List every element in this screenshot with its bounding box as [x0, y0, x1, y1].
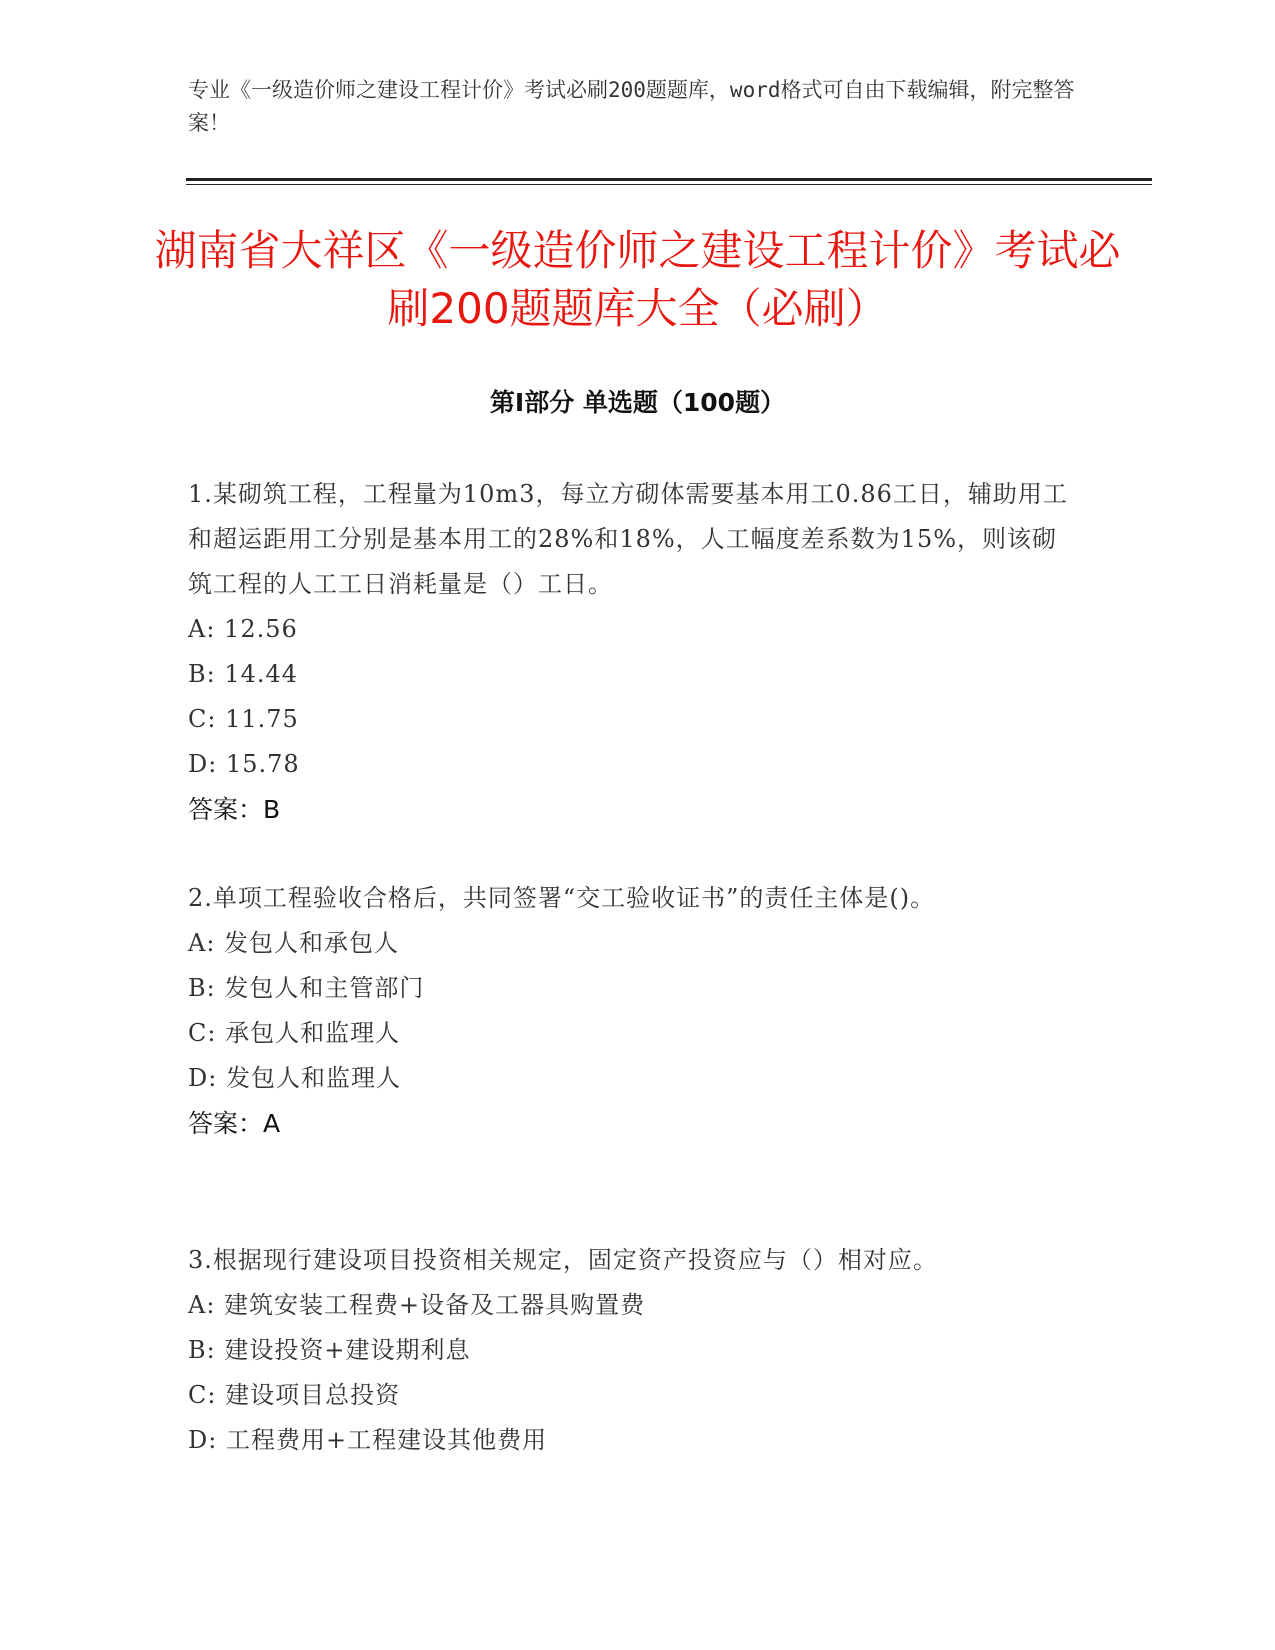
- question-stem: 3.根据现行建设项目投资相关规定，固定资产投资应与（）相对应。: [188, 1246, 938, 1274]
- option-d: D: 工程费用+工程建设其他费用: [188, 1426, 548, 1454]
- option-b: B: 建设投资+建设期利息: [188, 1336, 471, 1364]
- option-a: A: 建筑安装工程费+设备及工器具购置费: [188, 1291, 646, 1319]
- option-a: A: 发包人和承包人: [188, 929, 400, 957]
- option-list: [188, 921, 1068, 1101]
- header-divider-thick: [186, 178, 1152, 181]
- section-title: 第Ⅰ部分 单选题（100题）: [489, 388, 786, 417]
- question-stem: 1.某砌筑工程，工程量为10m3，每立方砌体需要基本用工0.86工日，辅助用工和超运距用工分别是基本用工的28%和18%，人工幅度差系数为15%，则该砌筑工程的人工工日消耗量是（）工日。: [188, 480, 1068, 598]
- option-a: A: 12.56: [188, 615, 298, 643]
- document-title: 湖南省大祥区《一级造价师之建设工程计价》考试必刷200题题库大全（必刷）: [154, 226, 1121, 333]
- question-1: [188, 472, 1068, 832]
- option-list: [188, 1283, 1068, 1463]
- option-d: D: 发包人和监理人: [188, 1064, 401, 1092]
- option-d: D: 15.78: [188, 750, 300, 778]
- option-b: B: 发包人和主管部门: [188, 974, 425, 1002]
- option-b: B: 14.44: [188, 660, 299, 688]
- header-divider-thin: [186, 184, 1152, 185]
- question-3: [188, 1238, 1068, 1463]
- header-note: 专业《一级造价师之建设工程计价》考试必刷200题题库，word格式可自由下载编辑，附完整答案！: [188, 78, 1075, 135]
- option-c: C: 11.75: [188, 705, 299, 733]
- question-2: [188, 876, 1068, 1146]
- answer: 答案：A: [188, 1109, 281, 1138]
- answer: 答案：B: [188, 795, 281, 824]
- option-list: [188, 607, 1068, 787]
- option-c: C: 建设项目总投资: [188, 1381, 401, 1409]
- question-stem: 2.单项工程验收合格后，共同签署“交工验收证书”的责任主体是()。: [188, 884, 936, 912]
- option-c: C: 承包人和监理人: [188, 1019, 401, 1047]
